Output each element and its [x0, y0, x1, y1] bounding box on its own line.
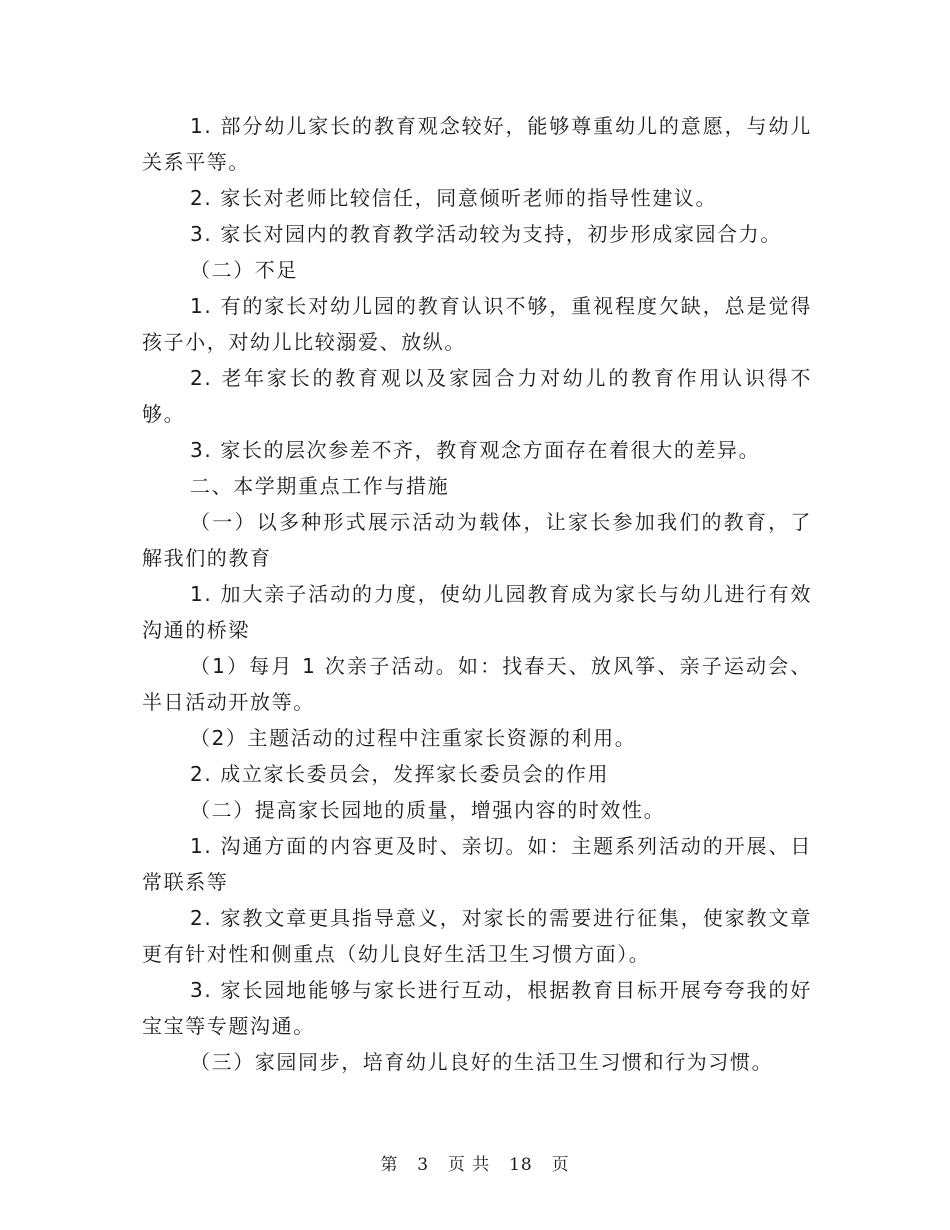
paragraph: 2. 老年家长的教育观以及家园合力对幼儿的教育作用认识得不够。: [142, 366, 812, 426]
paragraph: 3. 家长的层次参差不齐，教育观念方面存在着很大的差异。: [190, 438, 761, 462]
paragraph: 1. 部分幼儿家长的教育观念较好，能够尊重幼儿的意愿，与幼儿关系平等。: [142, 114, 812, 174]
section-heading: 二、本学期重点工作与措施: [190, 474, 450, 498]
paragraph: （2）主题活动的过程中注重家长资源的利用。: [190, 726, 637, 750]
paragraph: 2. 成立家长委员会，发挥家长委员会的作用: [190, 762, 610, 786]
paragraph: 3. 家长对园内的教育教学活动较为支持，初步形成家园合力。: [190, 222, 782, 246]
paragraph: 1. 有的家长对幼儿园的教育认识不够，重视程度欠缺，总是觉得孩子小，对幼儿比较溺爱、放纵。: [142, 294, 812, 354]
paragraph: 1. 沟通方面的内容更及时、亲切。如：主题系列活动的开展、日常联系等: [142, 834, 812, 894]
paragraph: 1. 加大亲子活动的力度，使幼儿园教育成为家长与幼儿进行有效沟通的桥梁: [142, 582, 812, 642]
section-heading: （二）不足: [190, 258, 298, 282]
footer-suffix: 页: [551, 1155, 570, 1175]
paragraph: 2. 家教文章更具指导意义，对家长的需要进行征集，使家教文章更有针对性和侧重点（幼儿良好生活卫生习惯方面）。: [142, 906, 812, 966]
total-pages-number: 18: [509, 1155, 533, 1175]
page-footer: [0, 1150, 950, 1175]
paragraph: 2. 家长对老师比较信任，同意倾听老师的指导性建议。: [190, 186, 718, 210]
footer-prefix: 第: [380, 1155, 399, 1175]
section-heading: （一）以多种形式展示活动为载体，让家长参加我们的教育，了解我们的教育: [142, 510, 812, 570]
section-heading: （二）提高家长园地的质量，增强内容的时效性。: [190, 798, 666, 822]
section-heading: （三）家园同步，培育幼儿良好的生活卫生习惯和行为习惯。: [190, 1050, 774, 1074]
footer-middle: 页 共: [447, 1155, 491, 1175]
paragraph: （1）每月 1 次亲子活动。如：找春天、放风筝、亲子运动会、半日活动开放等。: [142, 654, 812, 714]
document-body: [142, 108, 812, 1080]
paragraph: 3. 家长园地能够与家长进行互动，根据教育目标开展夸夸我的好宝宝等专题沟通。: [142, 978, 812, 1038]
current-page-number: 3: [417, 1155, 430, 1175]
